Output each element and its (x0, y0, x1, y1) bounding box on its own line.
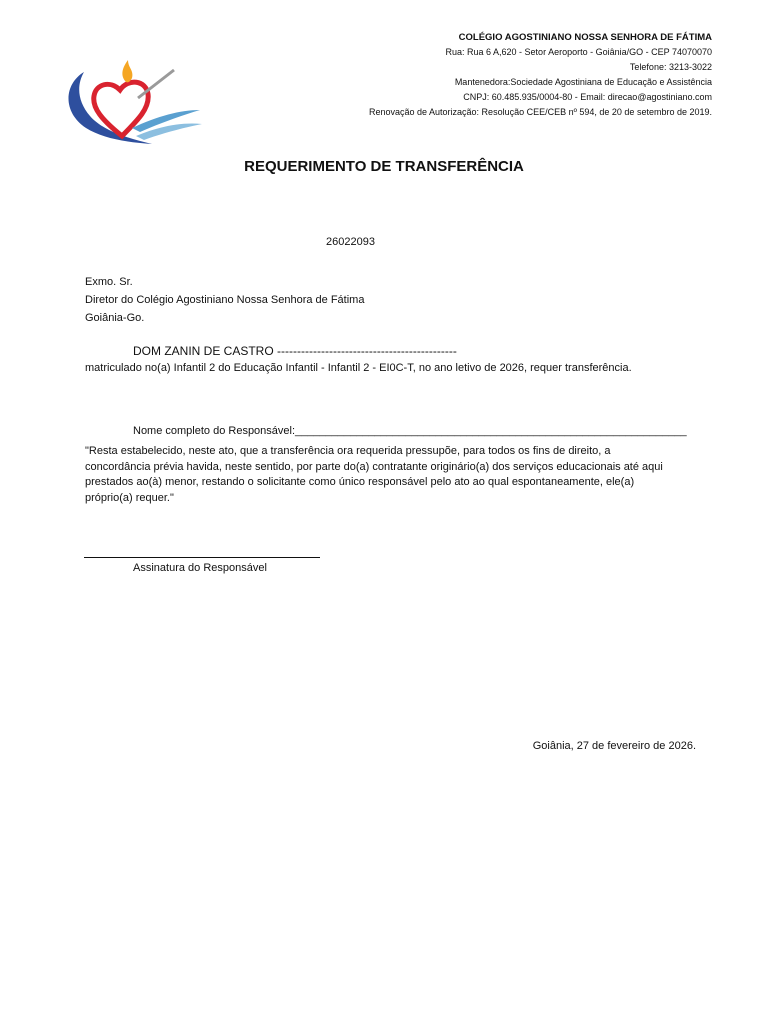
recipient-city: Goiânia-Go. (85, 312, 145, 324)
enrollment-statement: matriculado no(a) Infantil 2 do Educação Infantil - Infantil 2 - EI0C-T, no ano letivo de 2026, requer transferência. (85, 362, 632, 374)
school-logo-icon (62, 58, 204, 156)
recipient-block (85, 273, 364, 327)
school-phone: Telefone: 3213-3022 (629, 62, 712, 72)
student-name: DOM ZANIN DE CASTRO --------------------------------------------- (133, 344, 457, 358)
declaration-line: próprio(a) requer." (85, 491, 174, 504)
school-header (369, 30, 712, 120)
declaration-line: "Resta estabelecido, neste ato, que a transferência ora requerida pressupõe, para todos os fins de direito, a (85, 445, 611, 457)
school-cnpj-email: CNPJ: 60.485.935/0004-80 - Email: direcao@agostiniano.com (463, 92, 712, 102)
recipient-salutation: Exmo. Sr. (85, 276, 133, 288)
protocol-number: 26022093 (326, 236, 375, 248)
document-title: REQUERIMENTO DE TRANSFERÊNCIA (244, 158, 524, 175)
signature-line (84, 557, 320, 558)
school-address: Rua: Rua 6 A,620 - Setor Aeroporto - Goiânia/GO - CEP 74070070 (445, 47, 712, 57)
recipient-title: Diretor do Colégio Agostiniano Nossa Senhora de Fátima (85, 294, 365, 306)
document-date: Goiânia, 27 de fevereiro de 2026. (532, 740, 696, 752)
school-name: COLÉGIO AGOSTINIANO NOSSA SENHORA DE FÁTIMA (458, 32, 712, 43)
declaration-line: prestados ao(à) menor, restando o solicitante como único responsável pelo ato ao qual espontaneamente, ele(a) (85, 476, 635, 488)
school-maintainer: Mantenedora:Sociedade Agostiniana de Educação e Assistência (454, 77, 712, 87)
declaration-line: concordância prévia havida, neste sentido, por parte do(a) contratante originário(a) dos serviços educacionais até aqui (85, 460, 663, 473)
responsible-name-field: Nome completo do Responsável:________________________________________________________________ (133, 425, 687, 437)
signature-label: Assinatura do Responsável (133, 562, 267, 574)
school-authorization: Renovação de Autorização: Resolução CEE/CEB nº 594, de 20 de setembro de 2019. (368, 107, 712, 117)
declaration-paragraph (85, 444, 663, 506)
